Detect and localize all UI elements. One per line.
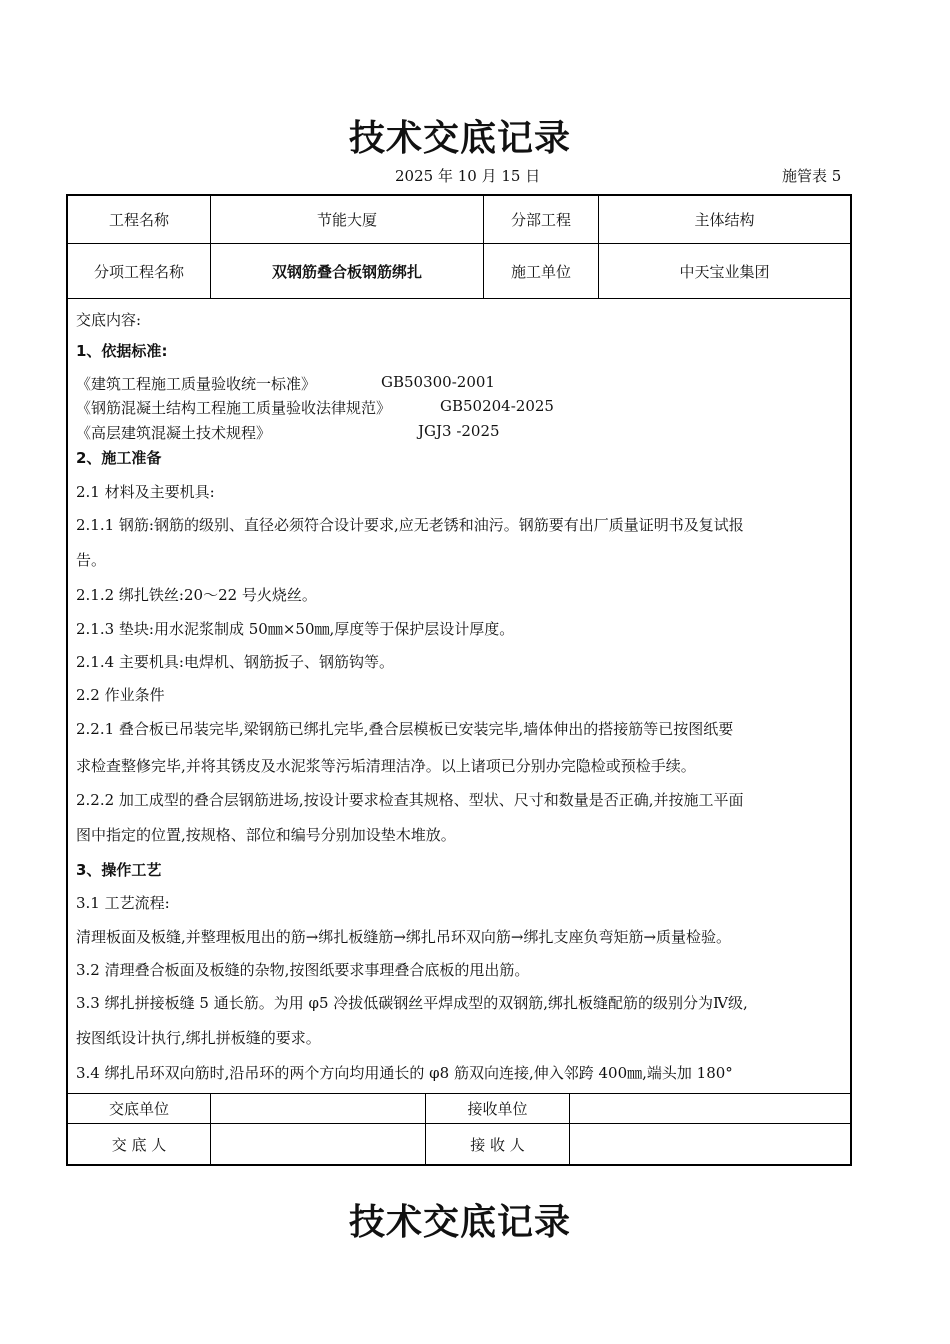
section-heading: 2、施工准备 — [76, 449, 162, 467]
subitem-label: 分项工程名称 — [93, 262, 184, 281]
issuer-field[interactable] — [211, 1124, 425, 1164]
subitem-value: 双钢筋叠合板钢筋绑扎 — [271, 262, 422, 281]
paragraph: 2.2.2 加工成型的叠合层钢筋进场,按设计要求检查其规格、型状、尺寸和数量是否正确,并按施工平面 — [76, 791, 744, 809]
paragraph: 图中指定的位置,按规格、部位和编号分别加设垫木堆放。 — [76, 826, 456, 844]
paragraph: 2.1.2 绑扎铁丝:20～22 号火烧丝。 — [76, 586, 317, 604]
standard-code: GB50204-2025 — [440, 397, 554, 415]
next-page-title: 技术交底记录 — [348, 1202, 571, 1243]
content-intro: 交底内容: — [76, 311, 142, 329]
paragraph: 2.1.1 钢筋:钢筋的级别、直径必须符合设计要求,应无老锈和油污。钢筋要有出厂质量证明书及复试报 — [76, 516, 744, 534]
paragraph: 清理板面及板缝,并整理板甩出的筋→绑扎板缝筋→绑扎吊环双向筋→绑扎支座负弯矩筋→质量检验。 — [76, 928, 732, 946]
standard-code: GB50300-2001 — [381, 373, 495, 391]
record-table — [66, 194, 852, 1166]
page-title: 技术交底记录 — [348, 118, 571, 159]
receiver-field[interactable] — [570, 1124, 850, 1164]
receiver-unit-field[interactable] — [570, 1094, 850, 1123]
section-heading: 3、操作工艺 — [76, 861, 162, 879]
division-value: 主体结构 — [694, 211, 755, 229]
date-text: 2025 年 10 月 15 日 — [395, 167, 541, 185]
paragraph: 按图纸设计执行,绑扎拼板缝的要求。 — [76, 1029, 321, 1047]
issuer-unit-label: 交底单位 — [108, 1100, 169, 1118]
paragraph: 求检查整修完毕,并将其锈皮及水泥浆等污垢清理洁净。以上诸项已分别办完隐检或预检手续。 — [76, 757, 696, 775]
standard-name: 《钢筋混凝土结构工程施工质量验收法律规范》 — [76, 399, 392, 417]
standard-code: JGJ3 -2025 — [418, 422, 500, 440]
paragraph: 2.1.3 垫块:用水泥浆制成 50㎜×50㎜,厚度等于保护层设计厚度。 — [76, 620, 515, 638]
receiver-unit-label: 接收单位 — [467, 1100, 528, 1118]
paragraph: 2.2.1 叠合板已吊装完毕,梁钢筋已绑扎完毕,叠合层模板已安装完毕,墙体伸出的搭接筋等已按图纸要 — [76, 720, 734, 738]
paragraph: 3.4 绑扎吊环双向筋时,沿吊环的两个方向均用通长的 φ8 筋双向连接,伸入邻跨 400㎜,端头加 180° — [76, 1064, 733, 1082]
contractor-value: 中天宝业集团 — [679, 262, 770, 281]
issuer-unit-field[interactable] — [211, 1094, 425, 1123]
project-name-label: 工程名称 — [108, 211, 169, 229]
contractor-label: 施工单位 — [510, 262, 571, 281]
section-heading: 1、依据标准: — [76, 342, 168, 360]
issuer-label: 交 底 人 — [111, 1135, 167, 1154]
standard-name: 《高层建筑混凝土技术规程》 — [76, 424, 272, 442]
paragraph: 2.1 材料及主要机具: — [76, 483, 215, 501]
paragraph: 3.1 工艺流程: — [76, 894, 170, 912]
paragraph: 2.2 作业条件 — [76, 686, 165, 704]
standard-name: 《建筑工程施工质量验收统一标准》 — [76, 375, 317, 393]
row-divider — [66, 298, 852, 299]
receiver-label: 接 收 人 — [470, 1135, 525, 1154]
paragraph: 3.3 绑扎拼接板缝 5 通长筋。为用 φ5 冷拔低碳钢丝平焊成型的双钢筋,绑扎板缝配筋的级别分为Ⅳ级, — [76, 994, 748, 1012]
division-label: 分部工程 — [510, 211, 571, 229]
project-name-value: 节能大厦 — [316, 211, 377, 229]
paragraph: 告。 — [76, 551, 107, 569]
paragraph: 3.2 清理叠合板面及板缝的杂物,按图纸要求事理叠合底板的甩出筋。 — [76, 961, 530, 979]
paragraph: 2.1.4 主要机具:电焊机、钢筋扳子、钢筋钩等。 — [76, 653, 394, 671]
form-number: 施管表 5 — [782, 167, 842, 185]
